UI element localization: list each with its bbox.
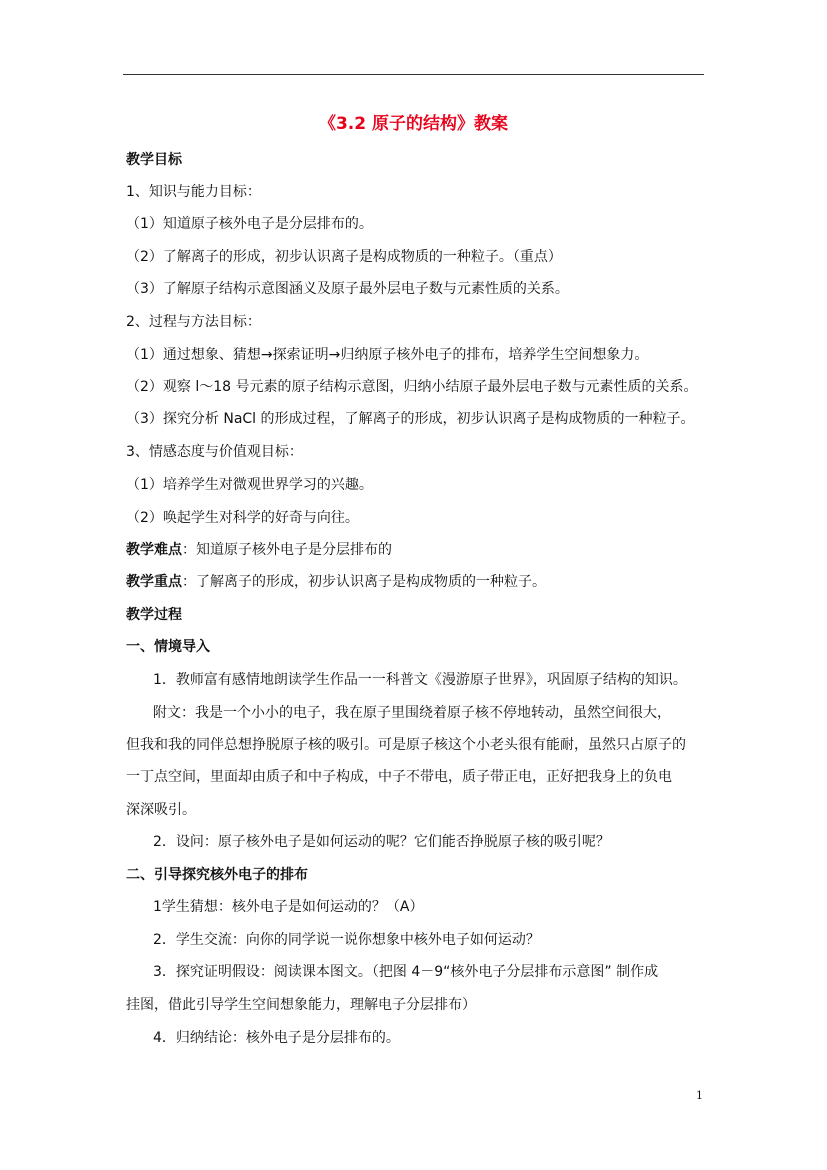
teaching-difficulty bbox=[126, 540, 392, 560]
paragraph-line: 但我和我的同伴总想挣脱原子核的吸引。可是原子核这个小老头很有能耐，虽然只占原子的 bbox=[126, 737, 686, 753]
knowledge-heading: 1、知识与能力目标： bbox=[126, 184, 261, 200]
teaching-difficulty-text: ：知道原子核外电子是分层排布的 bbox=[182, 542, 392, 558]
list-item: （2）了解离子的形成，初步认识离子是构成物质的一种粒子。（重点） bbox=[126, 249, 562, 265]
paragraph-line: 深深吸引。 bbox=[126, 802, 196, 818]
header-rule bbox=[123, 74, 704, 75]
paragraph-line: 3．探究证明假设：阅读课本图文。（把图 4－9“核外电子分层排布示意图” 制作成 bbox=[153, 964, 659, 980]
section2-heading: 二、引导探究核外电子的排布 bbox=[126, 867, 308, 883]
list-item: （2）观察 l～18 号元素的原子结构示意图，归纳小结原子最外层电子数与元素性质的关系。 bbox=[126, 379, 698, 395]
teaching-key-point-text: ：了解离子的形成，初步认识离子是构成物质的一种粒子。 bbox=[182, 574, 546, 590]
paragraph-line: 2．学生交流：向你的同学说一说你想象中核外电子如何运动？ bbox=[153, 932, 540, 948]
objectives-heading: 教学目标 bbox=[126, 152, 182, 168]
paragraph-line: 1．教师富有感情地朗读学生作品一一科普文《漫游原子世界》，巩固原子结构的知识。 bbox=[153, 672, 687, 688]
paragraph-line: 附文：我是一个小小的电子，我在原子里围绕着原子核不停地转动，虽然空间很大， bbox=[153, 705, 671, 721]
paragraph-line: 挂图，借此引导学生空间想象能力，理解电子分层排布） bbox=[126, 997, 476, 1013]
paragraph-line: 2．设问：原子核外电子是如何运动的呢？它们能否挣脱原子核的吸引呢？ bbox=[153, 834, 610, 850]
emotion-heading: 3、情感态度与价值观目标： bbox=[126, 444, 303, 460]
page-number: 1 bbox=[696, 1089, 703, 1102]
paragraph-line: 一丁点空间，里面却由质子和中子构成，中子不带电，质子带正电，正好把我身上的负电 bbox=[126, 769, 672, 785]
teaching-difficulty-label: 教学难点 bbox=[126, 542, 182, 558]
teaching-key-point-label: 教学重点 bbox=[126, 574, 182, 590]
paragraph-line: 4．归纳结论：核外电子是分层排布的。 bbox=[153, 1030, 400, 1046]
list-item: （1）知道原子核外电子是分层排布的。 bbox=[126, 216, 373, 232]
list-item: （1）培养学生对微观世界学习的兴趣。 bbox=[126, 477, 373, 493]
list-item: （3）了解原子结构示意图涵义及原子最外层电子数与元素性质的关系。 bbox=[126, 281, 569, 297]
list-item: （1）通过想象、猜想→探索证明→归纳原子核外电子的排布，培养学生空间想象力。 bbox=[126, 347, 649, 363]
page-title: 《3.2 原子的结构》教案 bbox=[318, 114, 509, 134]
section1-heading: 一、情境导入 bbox=[126, 639, 210, 655]
process-heading: 2、过程与方法目标： bbox=[126, 314, 261, 330]
paragraph-line: 1学生猜想：核外电子是如何运动的？（A） bbox=[153, 899, 424, 915]
list-item: （3）探究分析 NaCl 的形成过程，了解离子的形成，初步认识离子是构成物质的一种粒子。 bbox=[126, 411, 695, 427]
teaching-key-point bbox=[126, 572, 546, 592]
process-section-heading: 教学过程 bbox=[126, 607, 182, 623]
list-item: （2）唤起学生对科学的好奇与向往。 bbox=[126, 510, 359, 526]
